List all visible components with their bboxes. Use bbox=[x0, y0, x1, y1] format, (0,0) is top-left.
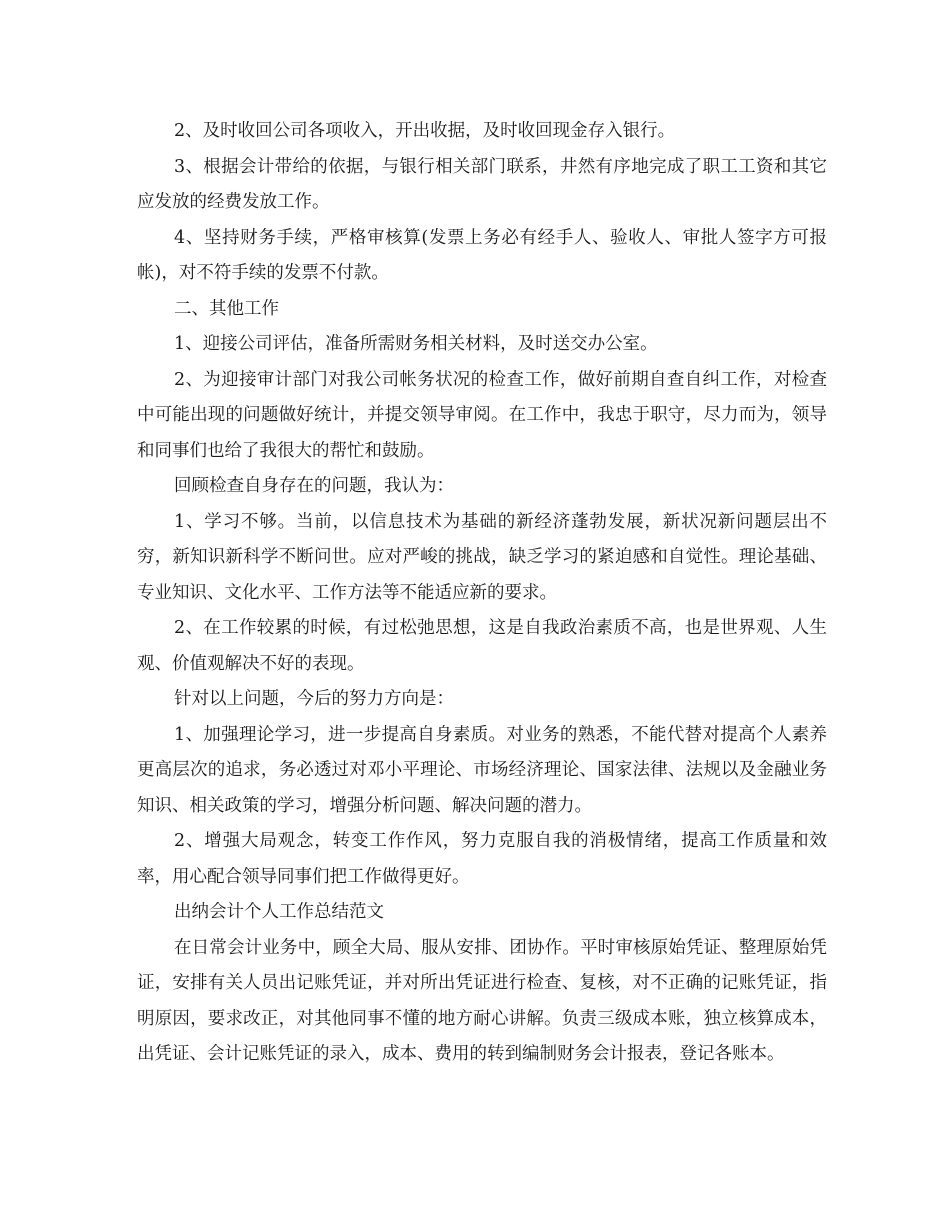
paragraph: 2、增强大局观念，转变工作作风，努力克服自我的消极情绪，提高工作质量和效率，用心配合领导同事们把工作做得更好。 bbox=[137, 831, 827, 887]
paragraph: 回顾检查自身存在的问题，我认为： bbox=[174, 476, 454, 496]
paragraph: 1、学习不够。当前，以信息技术为基础的新经济蓬勃发展，新状况新问题层出不穷，新知识新科学不断问世。应对严峻的挑战，缺乏学习的紧迫感和自觉性。理论基础、专业知识、文化水平、工作方法等不能适应新的要求。 bbox=[137, 511, 827, 603]
paragraph: 2、在工作较累的时候，有过松弛思想，这是自我政治素质不高，也是世界观、人生观、价值观解决不好的表现。 bbox=[137, 618, 827, 674]
paragraph: 2、及时收回公司各项收入，开出收据，及时收回现金存入银行。 bbox=[174, 121, 676, 141]
section-heading: 二、其他工作 bbox=[174, 298, 279, 319]
paragraph: 2、为迎接审计部门对我公司帐务状况的检查工作，做好前期自查自纠工作，对检查中可能出现的问题做好统计，并提交领导审阅。在工作中，我忠于职守，尽力而为，领导和同事们也给了我很大的帮忙和鼓励。 bbox=[137, 369, 827, 461]
paragraph: 针对以上问题，今后的努力方向是： bbox=[174, 689, 454, 709]
section-heading: 出纳会计个人工作总结范文 bbox=[174, 902, 384, 922]
paragraph: 3、根据会计带给的依据，与银行相关部门联系，井然有序地完成了职工工资和其它应发放的经费发放工作。 bbox=[137, 156, 827, 212]
paragraph: 1、加强理论学习，进一步提高自身素质。对业务的熟悉，不能代替对提高个人素养更高层次的追求，务必透过对邓小平理论、市场经济理论、国家法律、法规以及金融业务知识、相关政策的学习，增强分析问题、解决问题的潜力。 bbox=[137, 724, 827, 816]
paragraph: 4、坚持财务手续，严格审核算(发票上务必有经手人、验收人、审批人签字方可报帐)，对不符手续的发票不付款。 bbox=[137, 227, 827, 283]
paragraph: 1、迎接公司评估，准备所需财务相关材料，及时送交办公室。 bbox=[174, 334, 658, 354]
paragraph: 在日常会计业务中，顾全大局、服从安排、团协作。平时审核原始凭证、整理原始凭证，安排有关人员出记账凭证，并对所出凭证进行检查、复核，对不正确的记账凭证，指明原因，要求改正，对其他同事不懂的地方耐心讲解。负责三级成本账，独立核算成本，出凭证、会计记账凭证的录入，成本、费用的转到编制财务会计报表，登记各账本。 bbox=[137, 937, 827, 1064]
document-body bbox=[137, 114, 827, 1073]
